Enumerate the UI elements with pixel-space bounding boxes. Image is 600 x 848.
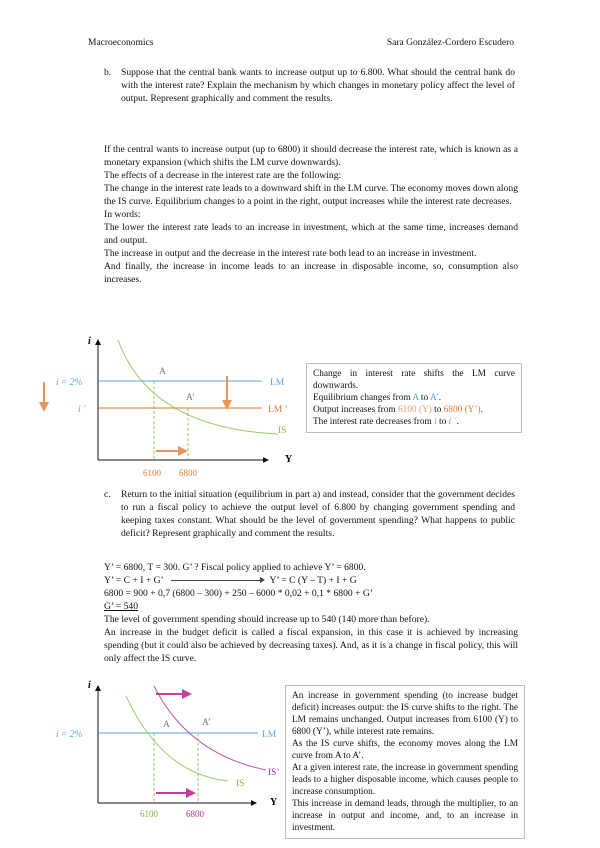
question-b-label: b.: [104, 67, 112, 78]
equation-right: Y’ = C (Y – T) + I + G: [269, 575, 357, 586]
note-text: to: [418, 393, 430, 403]
rate-label: i = 2%: [56, 730, 83, 740]
rate-label: i = 2%: [56, 378, 83, 388]
point-a-prime: A’: [202, 718, 211, 728]
point-a: A: [163, 720, 170, 730]
question-c-label: c.: [104, 489, 111, 500]
note-rate-old: i: [434, 417, 437, 427]
note-output-old: 6100 (Y): [397, 405, 432, 415]
question-c-text: Return to the initial situation (equilibrium in part a) and instead, consider that the government decides to run a fiscal policy to achieve the output level of 6.800 by changing government spending and keeping taxes constant. What should be the level of government spending? What happens to public deficit? Represent graphically and comment the results.: [121, 489, 515, 539]
note-rate-new: i ´: [448, 417, 457, 427]
question-c: [104, 488, 518, 540]
answer-c: [104, 561, 518, 665]
note-paragraph: An increase in government spending (to increase budget deficit) increases output: the IS curve shifts to the right. The LM remains unchanged. Output increases from 6100 (Y) to 6800 (Y’), while interest rate remains.: [292, 691, 518, 737]
answer-b-paragraph: If the central wants to increase output (up to 6800) it should decrease the interest rate, which is known as a monetary expansion (which shifts the LM curve downwards).: [104, 144, 518, 168]
equation-arrow: [171, 580, 263, 581]
note-text: .: [480, 405, 483, 415]
answer-c-equation-2: 6800 = 900 + 0,7 (6800 – 300) + 250 – 6000 * 0,02 + 0,1 * 6800 + G’: [104, 588, 374, 599]
question-b: [104, 66, 518, 105]
rate-label-new: i ´: [78, 405, 87, 415]
note-line: [313, 392, 515, 404]
x-axis-label: Y: [285, 454, 293, 465]
answer-b-paragraph: The lower the interest rate leads to an increase in investment, which at the same time, increases demand and output.: [104, 222, 518, 246]
answer-b-paragraph: And finally, the increase in income leads to an increase in disposable income, so, consumption also increases.: [104, 261, 518, 285]
x-axis-label: Y: [270, 797, 278, 808]
is-curve: [118, 340, 278, 434]
x-tick-6800: 6800: [179, 468, 197, 478]
note-text: .: [438, 393, 442, 403]
answer-c-given: Y’ = 6800, T = 300. G’ ? Fiscal policy applied to achieve Y’ = 6800.: [104, 562, 366, 573]
graph1-note: [306, 363, 522, 433]
lm-shift-graph: [30, 332, 310, 482]
note-point-a-prime: A’: [429, 393, 439, 403]
x-tick-6100: 6100: [143, 468, 161, 478]
note-text: to: [436, 417, 449, 427]
answer-c-paragraph: An increase in the budget deficit is called a fiscal expansion, in this case it is achieved by increasing spending (but it could also be achieved by decreasing taxes). And, as it is a change in fiscal policy, this will only affect the IS curve.: [104, 627, 518, 664]
answer-c-result: G’ = 540: [104, 601, 139, 612]
is-prime-label: IS’: [268, 768, 280, 778]
answer-b-paragraph: The change in the interest rate leads to a downward shift in the LM curve. The economy moves down along the IS curve. Equilibrium changes to a point in the right, output increases while the interest rate decreases.: [104, 183, 518, 207]
note-text: to: [431, 405, 444, 415]
point-a: A: [159, 367, 166, 377]
note-text: .: [456, 417, 459, 427]
graph2-note: [285, 685, 525, 839]
note-line: [313, 404, 515, 416]
note-paragraph: At a given interest rate, the increase in government spending leads to a higher disposable income, which causes people to increase consumption.: [292, 763, 518, 797]
lm-label: LM: [262, 730, 277, 740]
point-a-prime: A’: [186, 393, 195, 403]
answer-b-paragraph: The increase in output and the decrease in the interest rate both lead to an increase in investment.: [104, 248, 477, 259]
note-line: [313, 416, 515, 428]
header-author: Sara González-Cordero Escudero: [386, 38, 514, 48]
x-tick-6800: 6800: [186, 809, 204, 819]
lm-label: LM: [270, 378, 285, 388]
answer-b-paragraph: The effects of a decrease in the interest rate are the following:: [104, 170, 342, 181]
answer-c-paragraph: The level of government spending should increase up to 540 (140 more than before).: [104, 614, 430, 625]
note-output-new: 6800 (Y’): [443, 405, 481, 415]
note-paragraph: As the IS curve shifts, the economy moves along the LM curve from A to A’.: [292, 739, 518, 761]
y-axis-label: i: [88, 336, 91, 347]
note-text: The interest rate decreases from: [313, 417, 435, 427]
note-paragraph: This increase in demand leads, through the multiplier, to an increase in output and income, and, to an increase in investment.: [292, 799, 518, 833]
answer-b-paragraph: In words:: [104, 209, 141, 220]
note-text: Equilibrium changes from: [313, 393, 413, 403]
note-point-a: A: [412, 393, 419, 403]
x-tick-6100: 6100: [140, 809, 158, 819]
equation-left: Y’ = C + I + G’: [104, 575, 164, 586]
is-shift-graph: [30, 678, 292, 820]
header-course-title: Macroeconomics: [88, 38, 154, 48]
note-text: Output increases from: [313, 405, 398, 415]
answer-b: [104, 143, 518, 286]
lm-prime-label: LM ’: [268, 405, 288, 415]
is-label: IS: [236, 779, 245, 789]
y-axis-label: i: [88, 680, 91, 691]
question-b-text: Suppose that the central bank wants to increase output up to 6.800. What should the central bank do with the interest rate? Explain the mechanism by which changes in monetary policy affect the level of output. Represent graphically and comment the results.: [121, 67, 515, 104]
is-label: IS: [278, 426, 287, 436]
answer-c-equation-1: [104, 574, 518, 587]
is-curve: [126, 696, 228, 781]
note-line: Change in interest rate shifts the LM curve downwards.: [313, 369, 515, 391]
